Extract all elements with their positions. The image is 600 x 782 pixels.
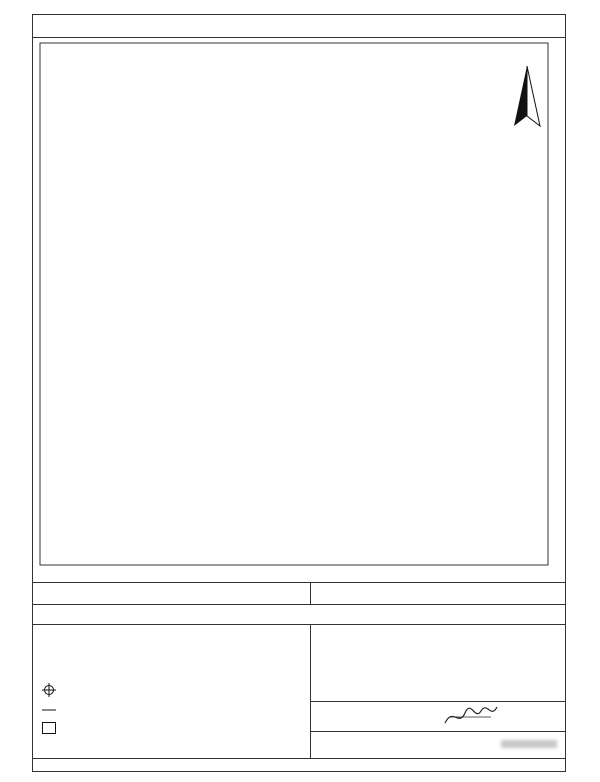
signature-mark [441,703,501,729]
crosshair-icon [42,683,56,697]
signature-row [311,701,566,732]
scale-indicator [42,552,182,568]
datum-line [182,741,188,751]
redacted-name [501,740,557,748]
north-arrow-icon [514,66,527,126]
approver-row [311,731,566,760]
projection-line [182,729,188,739]
boundary-line-icon [42,703,56,717]
legend-parcel [42,722,64,734]
company-panel [310,625,566,758]
footer-note [32,758,566,772]
parcel-box-icon [42,722,56,734]
legend-panel [32,624,566,758]
owner-row [32,582,566,604]
purpose-row [32,604,566,624]
legend-boundary [42,703,64,717]
map-frame [40,43,548,565]
legend-corner [42,683,64,697]
